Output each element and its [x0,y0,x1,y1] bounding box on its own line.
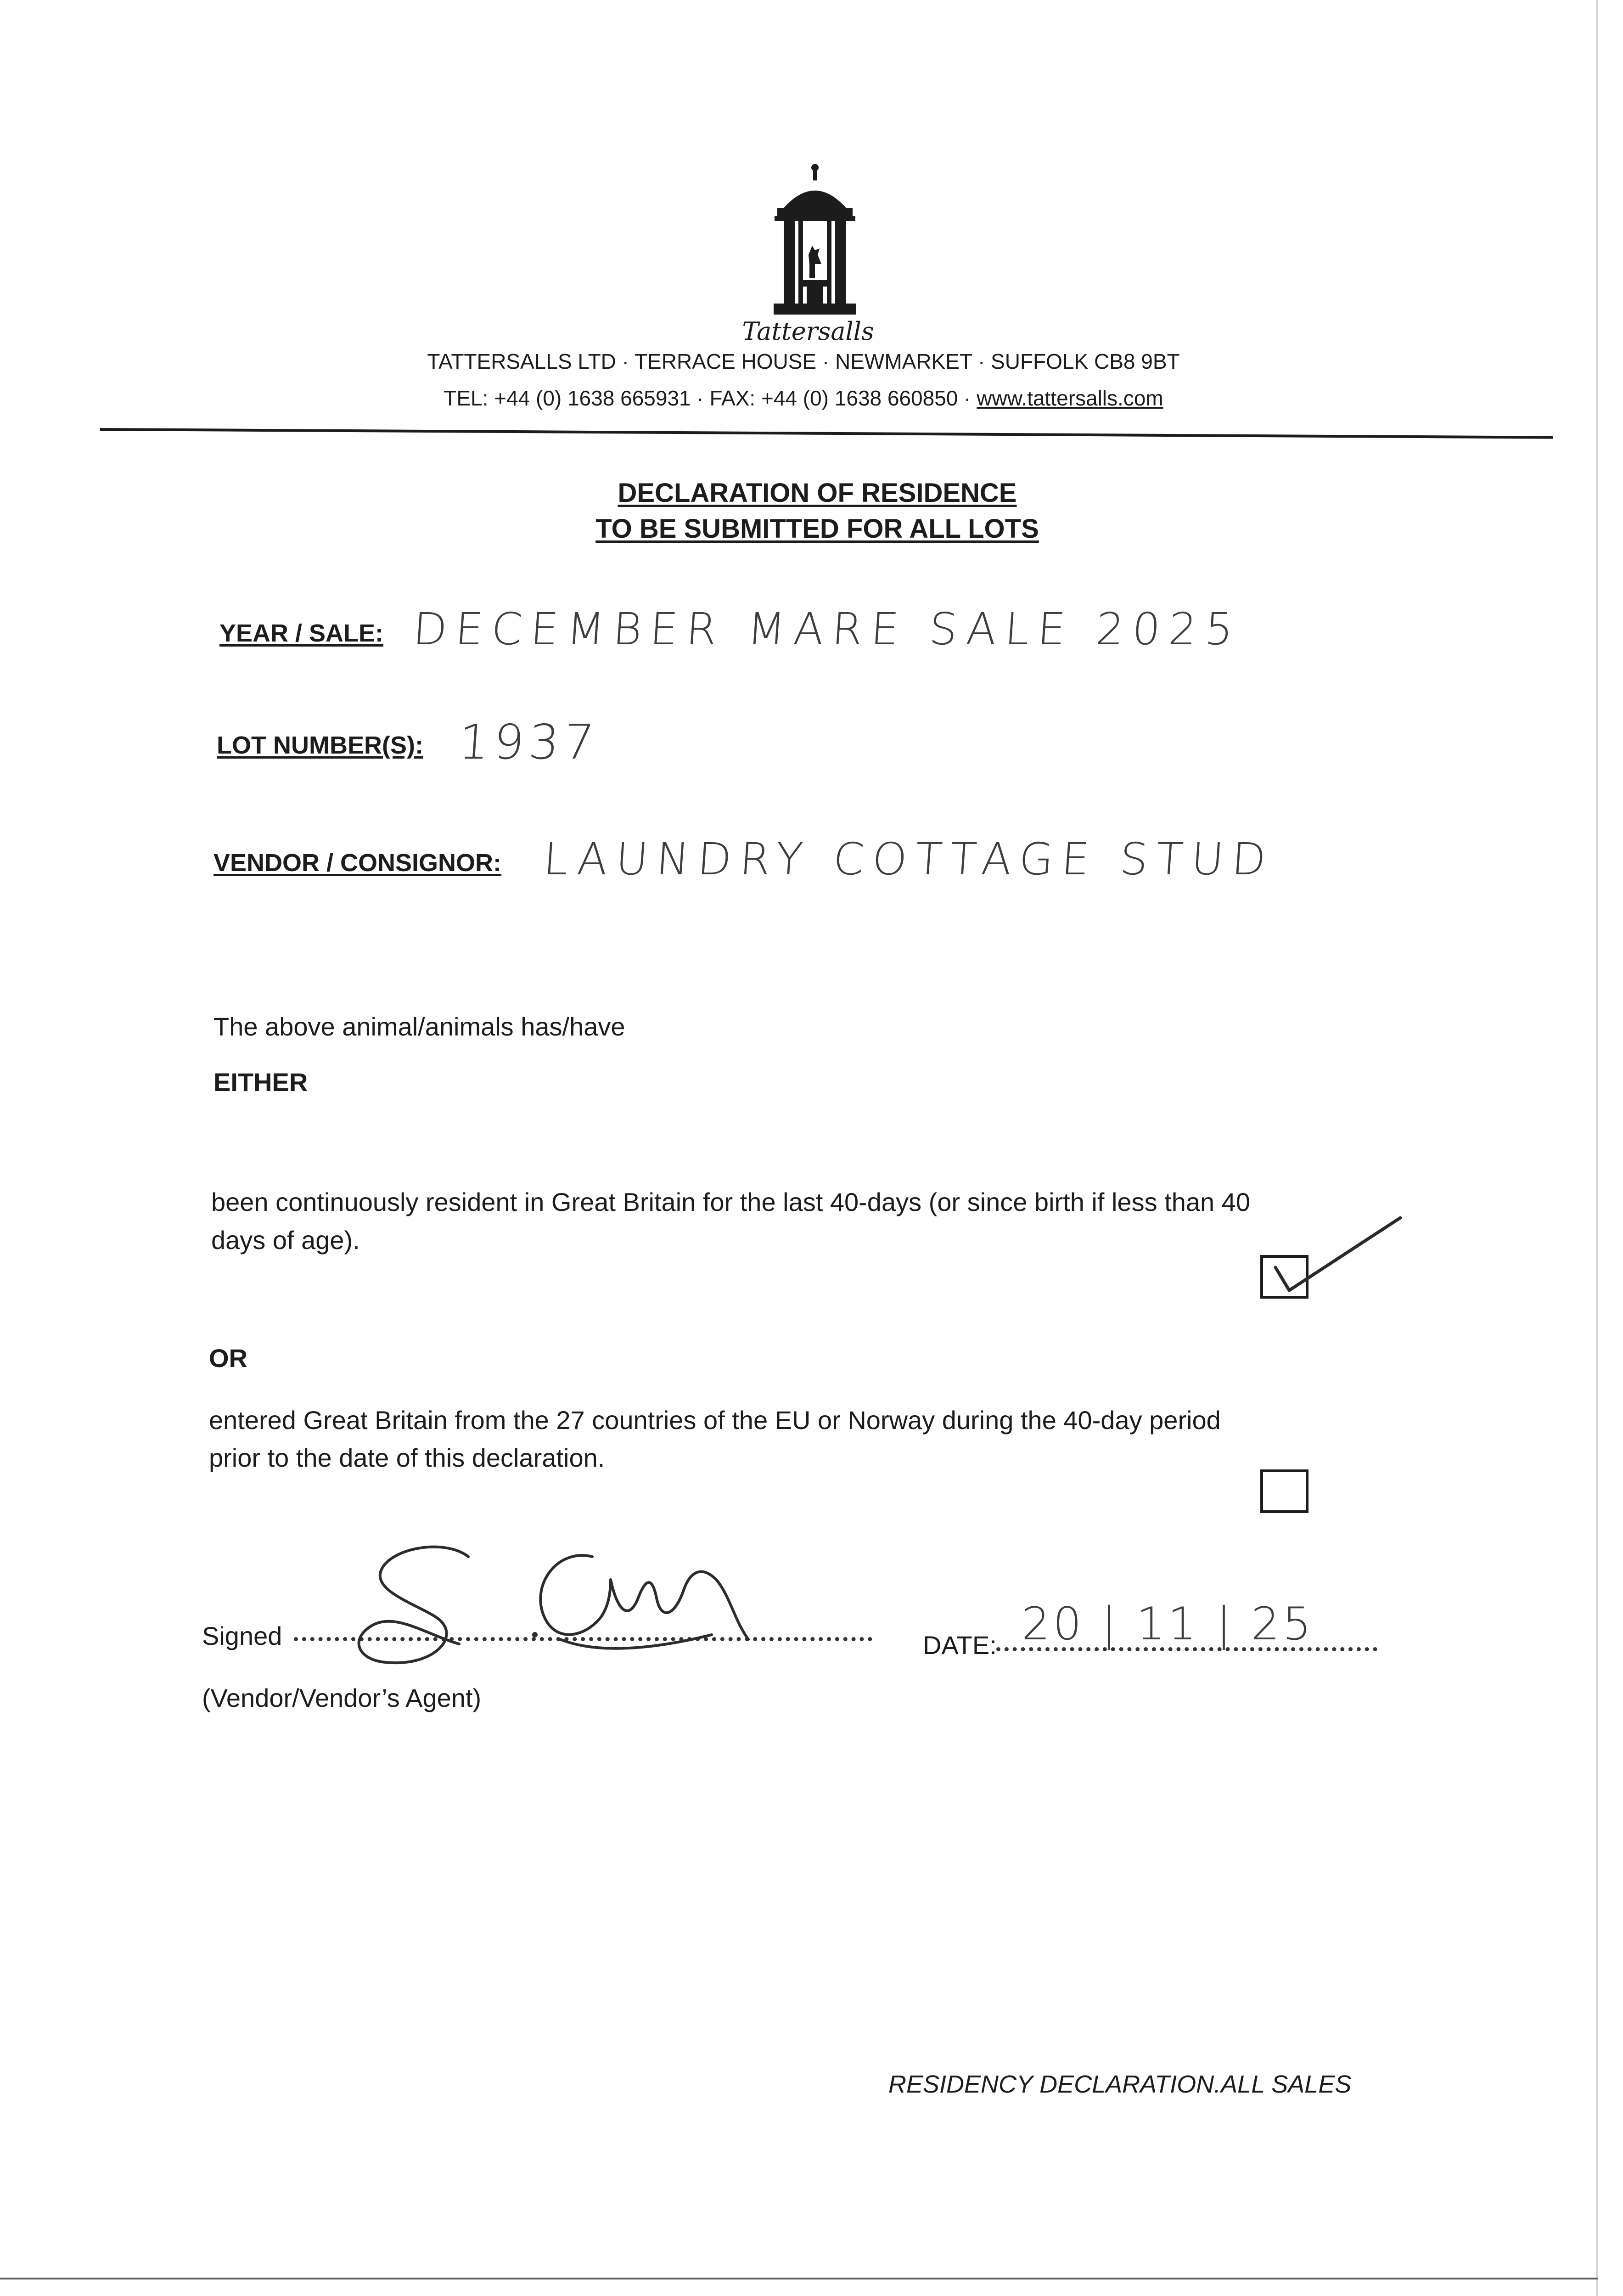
checkmark-icon [1267,1212,1405,1300]
company-address: TATTERSALLS LTD · TERRACE HOUSE · NEWMARKET · SUFFOLK CB8 9BT [427,349,1180,373]
form-footer-reference: RESIDENCY DECLARATION.ALL SALES [888,2071,1352,2098]
option1-text-line1: been continuously resident in Great Britain for the last 40-days (or since birth if less than 40 [211,1187,1250,1216]
vendor-consignor-label: VENDOR / CONSIGNOR: [213,849,502,877]
brand-name: Tattersalls [742,317,874,346]
lot-numbers-value: 1937 [457,714,601,770]
form-subtitle: TO BE SUBMITTED FOR ALL LOTS [595,514,1039,544]
scan-right-edge [1596,0,1598,2296]
company-contact [367,386,1240,411]
contact-phone-fax: TEL: +44 (0) 1638 665931 · FAX: +44 (0) 1638 660850 · [444,386,977,410]
option1-text-line2: days of age). [211,1226,360,1255]
or-label: OR [209,1344,247,1373]
lot-numbers-label: LOT NUMBER(S): [217,732,423,759]
date-value: 20 | 11 | 25 [1022,1598,1314,1650]
option2-text-line2: prior to the date of this declaration. [209,1443,605,1472]
signed-label: Signed [202,1621,282,1650]
tattersalls-cupola-fox-logo-icon [774,163,856,315]
date-label: DATE: [923,1631,997,1660]
handwritten-signature [354,1529,817,1681]
header-divider [100,428,1553,439]
website-link[interactable]: www.tattersalls.com [977,386,1163,410]
option2-text-line1: entered Great Britain from the 27 countries of the EU or Norway during the 40-day period [209,1406,1221,1435]
option2-checkbox[interactable] [1260,1469,1309,1513]
scan-bottom-edge [0,2278,1598,2279]
vendor-consignor-value: LAUNDRY COTTAGE STUD [542,833,1276,885]
form-title: DECLARATION OF RESIDENCE [618,478,1017,508]
year-sale-label: YEAR / SALE: [219,619,384,647]
declaration-intro: The above animal/animals has/have [213,1012,625,1041]
either-label: EITHER [213,1068,308,1097]
year-sale-value: DECEMBER MARE SALE 2025 [411,603,1243,655]
signer-role: (Vendor/Vendor’s Agent) [202,1683,482,1712]
